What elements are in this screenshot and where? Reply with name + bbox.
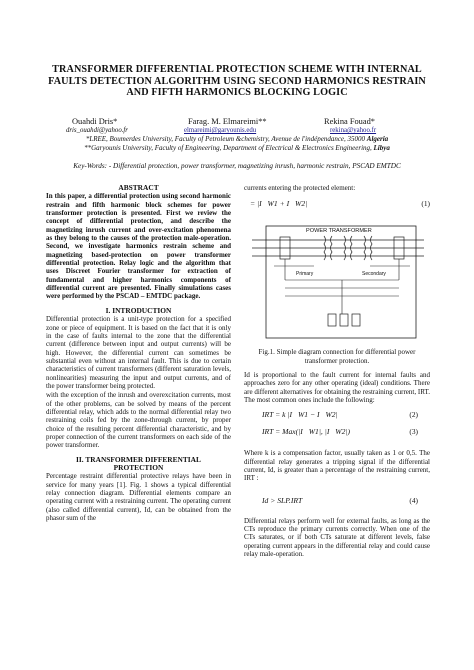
right-paragraph-1: Id is proportional to the fault current for internal faults and approaches zero for any other operating (ideal) conditions. There are different alternatives for obtaining the restraining current, IRT. The most common ones include the following:: [244, 371, 430, 405]
right-paragraph-3: Differential relays perform well for external faults, as long as the CTs reproduce the primary currents correctly. When one of the CTs saturates, or if both CTs saturate at different levels, false operating current appears in the differential relay and could cause relay male-operation.: [244, 516, 430, 559]
section-2-heading-line-2: PROTECTION: [113, 463, 164, 472]
affiliation-2: **Garyounis University, Faculty of Engineering, Department of Electrical & Electronics Engineering,: [84, 143, 372, 152]
equation-1-number: (1): [421, 199, 430, 209]
equation-3-body: IRT = Max(|I⃗W1|, |I⃗W2|): [262, 427, 350, 437]
intro-heading: I. INTRODUCTION: [105, 305, 172, 315]
author-2-name: Farag. M. Elmareimi**: [188, 117, 267, 126]
section-2-heading-line-1: II. TRANSFORMER DIFFERENTIAL: [76, 454, 201, 464]
author-1-name: Ouahdi Dris*: [72, 117, 118, 126]
affiliation-1-country: Algeria: [366, 135, 389, 144]
relay-wiring: [274, 259, 410, 314]
equation-3-number: (3): [409, 427, 418, 437]
figure-1-circuit-diagram: [244, 218, 430, 344]
author-3-email[interactable]: rekina@yahoo.fr: [330, 127, 377, 134]
abstract-heading: ABSTRACT: [118, 183, 159, 192]
figure-1-caption: Fig.1. Simple diagram connection for differential power transformer protection.: [258, 348, 416, 365]
intro-paragraph-1: Differential protection is a unit-type protection for a specified zone or piece of equipment. It is based on the fact that it is only in the case of faults internal to the zone that the differential current (difference between input and output currents) will be high. However, the differential current can sometimes be substantial even without an internal fault. This is due to certain characteristics of current transformers (different saturation levels, nonlinearities) measuring the input and output currents, and of the power transformer being protected.: [46, 315, 231, 390]
relay-coils: [328, 314, 360, 326]
equation-2-body: IRT = k |I⃗W1 − I⃗W2|: [262, 410, 338, 420]
diagram-label-secondary: Secondary: [362, 271, 386, 278]
equation-4-body: Id > SLP.IRT: [262, 495, 303, 505]
diagram-frame: [266, 226, 416, 338]
abstract-text: In this paper, a differential protection using second harmonic restrain and fifth harmonic block schemes for power transformer protection is presented. First we review the concept of differential protection, and describe the magnetizing inrush current and over-excitation phenomena as they belong to the causes of the protection male-operation. Second, we investigate harmonics restrain scheme and magnetizing based-protection on power transformer differential protection. Relay logic and the algorithm that uses Discreet Fourier transformer for extraction of fundamental and higher harmonics components of differential current are presented. Finally simulations cases were performed by the PSCAD – EMTDC package.: [46, 192, 231, 301]
author-3-name: Rekina Fouad*: [324, 117, 375, 126]
equation-1-body: = |I⃗W1 + I⃗W2|: [250, 199, 308, 209]
affiliation-2-country: Libya: [373, 143, 390, 152]
right-paragraph-2: Where k is a compensation factor, usually taken as 1 or 0,5. The differential relay generates a tripping signal if the differential current, Id, is greater than a percentage of the restraining current, IRT :: [244, 449, 430, 483]
diagram-label-primary: Primary: [296, 271, 314, 278]
intro-paragraph-2: with the exception of the inrush and overexcitation currents, most of the other problems, can be solved by means of the percent differential relay, which adds to the normal differential relay two restraining coils fed by the zone-through current, by proper choice of the resulting percent differential characteristic, and by proper connection of the current transformers on each side of the power transformer.: [46, 391, 231, 450]
left-column: [46, 184, 231, 522]
section-2-paragraph: Percentage restraint differential protective relays have been in service for many years [1]. Fig. 1 shows a typical differential relay connection diagram. Differential elements compare an operating current with a restraining current. The operating current (also called differential current), Id, can be obtained from the phasor sum of the: [46, 472, 231, 523]
affiliations: [40, 127, 434, 152]
affiliation-1: *LREE, Boumerdes University, Faculty of Petroleum &chemistry, Avenue de l'indépendance, 35000: [85, 135, 366, 144]
keywords: Key-Words: - Differential protection, power transformer, magnetizing inrush, harmonic restrain, PSCAD EMTDC: [73, 162, 401, 170]
paper-title: TRANSFORMER DIFFERENTIAL PROTECTION SCHEME WITH INTERNAL FAULTS DETECTION ALGORITHM USING SECOND HARMONICS RESTRAIN AND FIFTH HARMONICS BLOCKING LOGIC: [48, 64, 426, 99]
equation-1: [244, 196, 430, 216]
equation-4-number: (4): [409, 495, 418, 505]
equation-2: [244, 407, 430, 424]
author-1-email[interactable]: dris_ouahdi@yahoo.fr: [66, 127, 128, 134]
phase-lines: [252, 240, 424, 256]
right-column: [244, 184, 430, 559]
equation-4: [244, 493, 430, 511]
right-lead-text: currents entering the protected element:: [244, 184, 356, 192]
diagram-label-power-transformer: POWER TRANSFORMER: [306, 228, 372, 235]
equation-3: [244, 424, 430, 443]
author-2-email[interactable]: elmareimi@garyounis.edu: [184, 127, 257, 134]
equation-2-number: (2): [409, 410, 418, 420]
